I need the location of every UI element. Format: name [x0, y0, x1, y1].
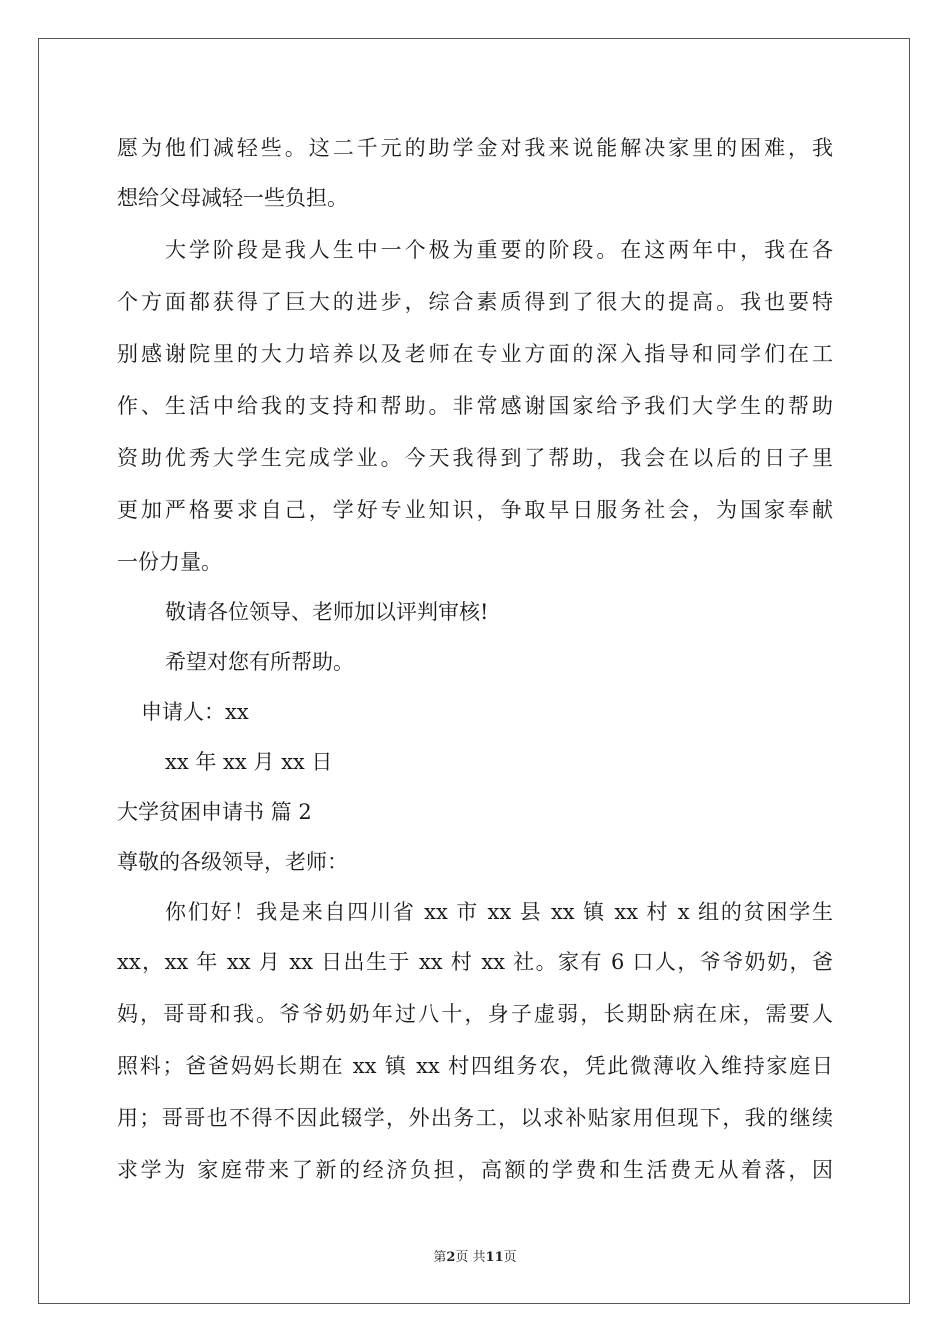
text-line: 妈，哥哥和我。爷爷奶奶年过八十，身子虚弱，长期卧病在床，需要人	[117, 1002, 833, 1026]
page-footer	[0, 1246, 950, 1265]
footer-suffix: 页	[503, 1250, 517, 1265]
text-line: 求学为 家庭带来了新的经济负担，高额的学费和生活费无从着落，因	[117, 1158, 833, 1182]
text-line: 资助优秀大学生完成学业。今天我得到了帮助，我会在以后的日子里	[117, 446, 833, 470]
text-line: 一份力量。	[117, 550, 222, 574]
footer-mid: 页 共	[455, 1250, 486, 1265]
applicant-line: 申请人：xx	[141, 700, 249, 724]
text-line: 愿为他们减轻些。这二千元的助学金对我来说能解决家里的困难，我	[117, 136, 833, 160]
total-page-count: 11	[485, 1250, 504, 1265]
section-title: 大学贫困申请书 篇 2	[117, 800, 312, 824]
text-line: xx，xx 年 xx 月 xx 日出生于 xx 村 xx 社。家有 6 口人，爷爷奶奶，爸	[117, 950, 833, 974]
date-line: xx 年 xx 月 xx 日	[165, 750, 333, 774]
salutation: 尊敬的各级领导，老师：	[117, 850, 348, 874]
text-line: 用；哥哥也不得不因此辍学，外出务工，以求补贴家用但现下，我的继续	[117, 1106, 833, 1130]
text-line: 大学阶段是我人生中一个极为重要的阶段。在这两年中，我在各	[165, 238, 833, 262]
footer-prefix: 第	[433, 1250, 447, 1265]
text-line: 别感谢院里的大力培养以及老师在专业方面的深入指导和同学们在工	[117, 342, 833, 366]
text-line: 作、生活中给我的支持和帮助。非常感谢国家给予我们大学生的帮助	[117, 394, 833, 418]
text-line: 敬请各位领导、老师加以评判审核!	[165, 600, 489, 624]
text-line: 个方面都获得了巨大的进步，综合素质得到了很大的提高。我也要特	[117, 290, 833, 314]
text-line: 想给父母减轻一些负担。	[117, 186, 348, 210]
text-line: 希望对您有所帮助。	[165, 650, 354, 674]
text-line: 你们好！我是来自四川省 xx 市 xx 县 xx 镇 xx 村 x 组的贫困学生	[165, 900, 833, 924]
text-line: 照料；爸爸妈妈长期在 xx 镇 xx 村四组务农，凭此微薄收入维持家庭日	[117, 1054, 833, 1078]
text-line: 更加严格要求自己，学好专业知识，争取早日服务社会，为国家奉献	[117, 498, 833, 522]
current-page-number: 2	[446, 1250, 456, 1265]
